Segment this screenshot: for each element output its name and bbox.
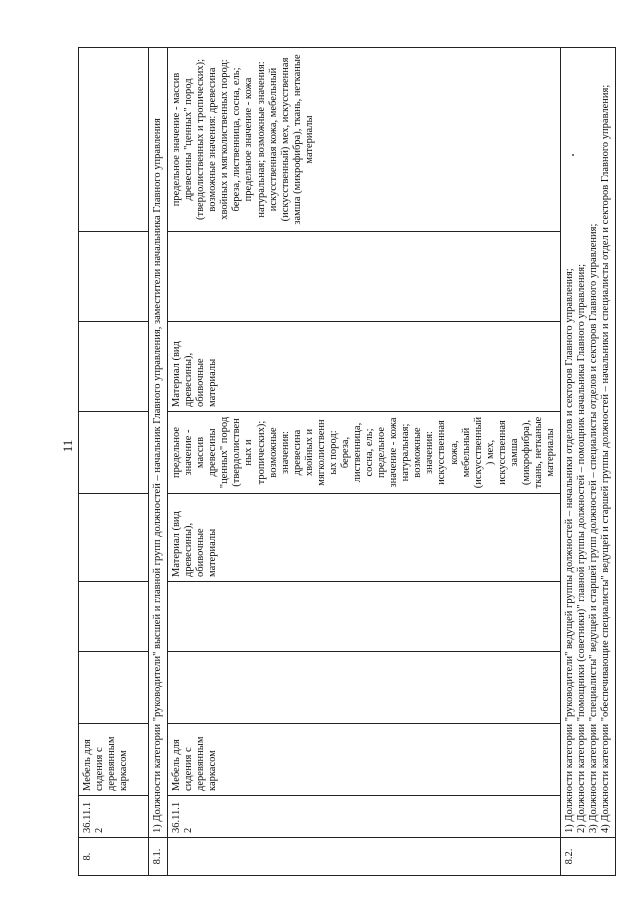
specification-table-sheet xyxy=(78,48,612,876)
empty-cell xyxy=(168,838,561,876)
row-number: 8.1. xyxy=(149,838,168,876)
specification-table xyxy=(78,47,616,876)
empty-cell xyxy=(168,232,561,322)
empty-cell xyxy=(79,322,149,412)
empty-cell xyxy=(168,582,561,652)
page-number: 11 xyxy=(60,439,75,453)
item-name: Мебель для сидения с деревянным каркасом xyxy=(168,724,561,796)
row-number: 8.2. xyxy=(561,838,616,876)
empty-cell xyxy=(79,232,149,322)
value-cell: предельное значение - массив древесины "ценных" пород (твердолиственных и тропических); возможные значения: древесина хвойных и мягколиственных пород: береза, лиственница, сосна, ель; предельное значение - кожа натуральная; возможные значения: искусственная кожа, мебельный (искусственный) мех, искусственная замша (микрофибра), ткань, нетканые материалы xyxy=(168,412,561,494)
value-cell: предельное значение - массив древесины "ценных" пород (твердолиственных и тропических); возможные значения: древесина хвойных и мягколиственных пород: береза, лиственница, сосна, ель; предельное значение - кожа натуральная; возможные значения: искусственная кожа, мебельный (искусственный) мех, искусственная замша (микрофибра), ткань, нетканые материалы xyxy=(168,48,561,232)
empty-cell xyxy=(168,652,561,724)
table-row-8-1-heading xyxy=(149,48,168,876)
category-line: 2) Должности категории "помощники (советники)" главной группы должностей – помощник начальника Главного управления; xyxy=(576,263,588,833)
row-number: 8. xyxy=(79,838,149,876)
category-line: 3) Должности категории "специалисты" ведущей и старшей групп должностей – специалисты отделов и секторов Главного управления; xyxy=(588,223,600,833)
table-row-8 xyxy=(79,48,149,876)
okpd-code: 36.11.12 xyxy=(168,796,561,838)
empty-cell xyxy=(79,582,149,652)
empty-cell xyxy=(79,494,149,582)
item-name: Мебель для сидения с деревянным каркасом xyxy=(79,724,149,796)
characteristic-cell: Материал (вид древесины), обивочные материалы xyxy=(168,494,561,582)
empty-cell xyxy=(79,48,149,232)
category-heading: 1) Должности категории "руководители" высшей и главной групп должностей – начальник Главного управления, заместители начальника Главного управления xyxy=(149,48,168,838)
empty-cell xyxy=(79,412,149,494)
characteristic-cell: Материал (вид древесины), обивочные материалы xyxy=(168,322,561,412)
table-row-8-2 xyxy=(561,48,616,876)
category-line: 1) Должности категории "руководители" ведущей группы должностей – начальники отделов и секторов Главного управления; xyxy=(564,268,576,833)
okpd-code: 36.11.12 xyxy=(79,796,149,838)
category-line: 4) Должности категории "обеспечивающие специалисты" ведущей и старшей группы должностей – начальники и специалисты отдел и секторов Главного управления; xyxy=(600,84,612,833)
empty-cell xyxy=(79,652,149,724)
table-row-8-1 xyxy=(168,48,561,876)
category-list xyxy=(561,48,616,838)
